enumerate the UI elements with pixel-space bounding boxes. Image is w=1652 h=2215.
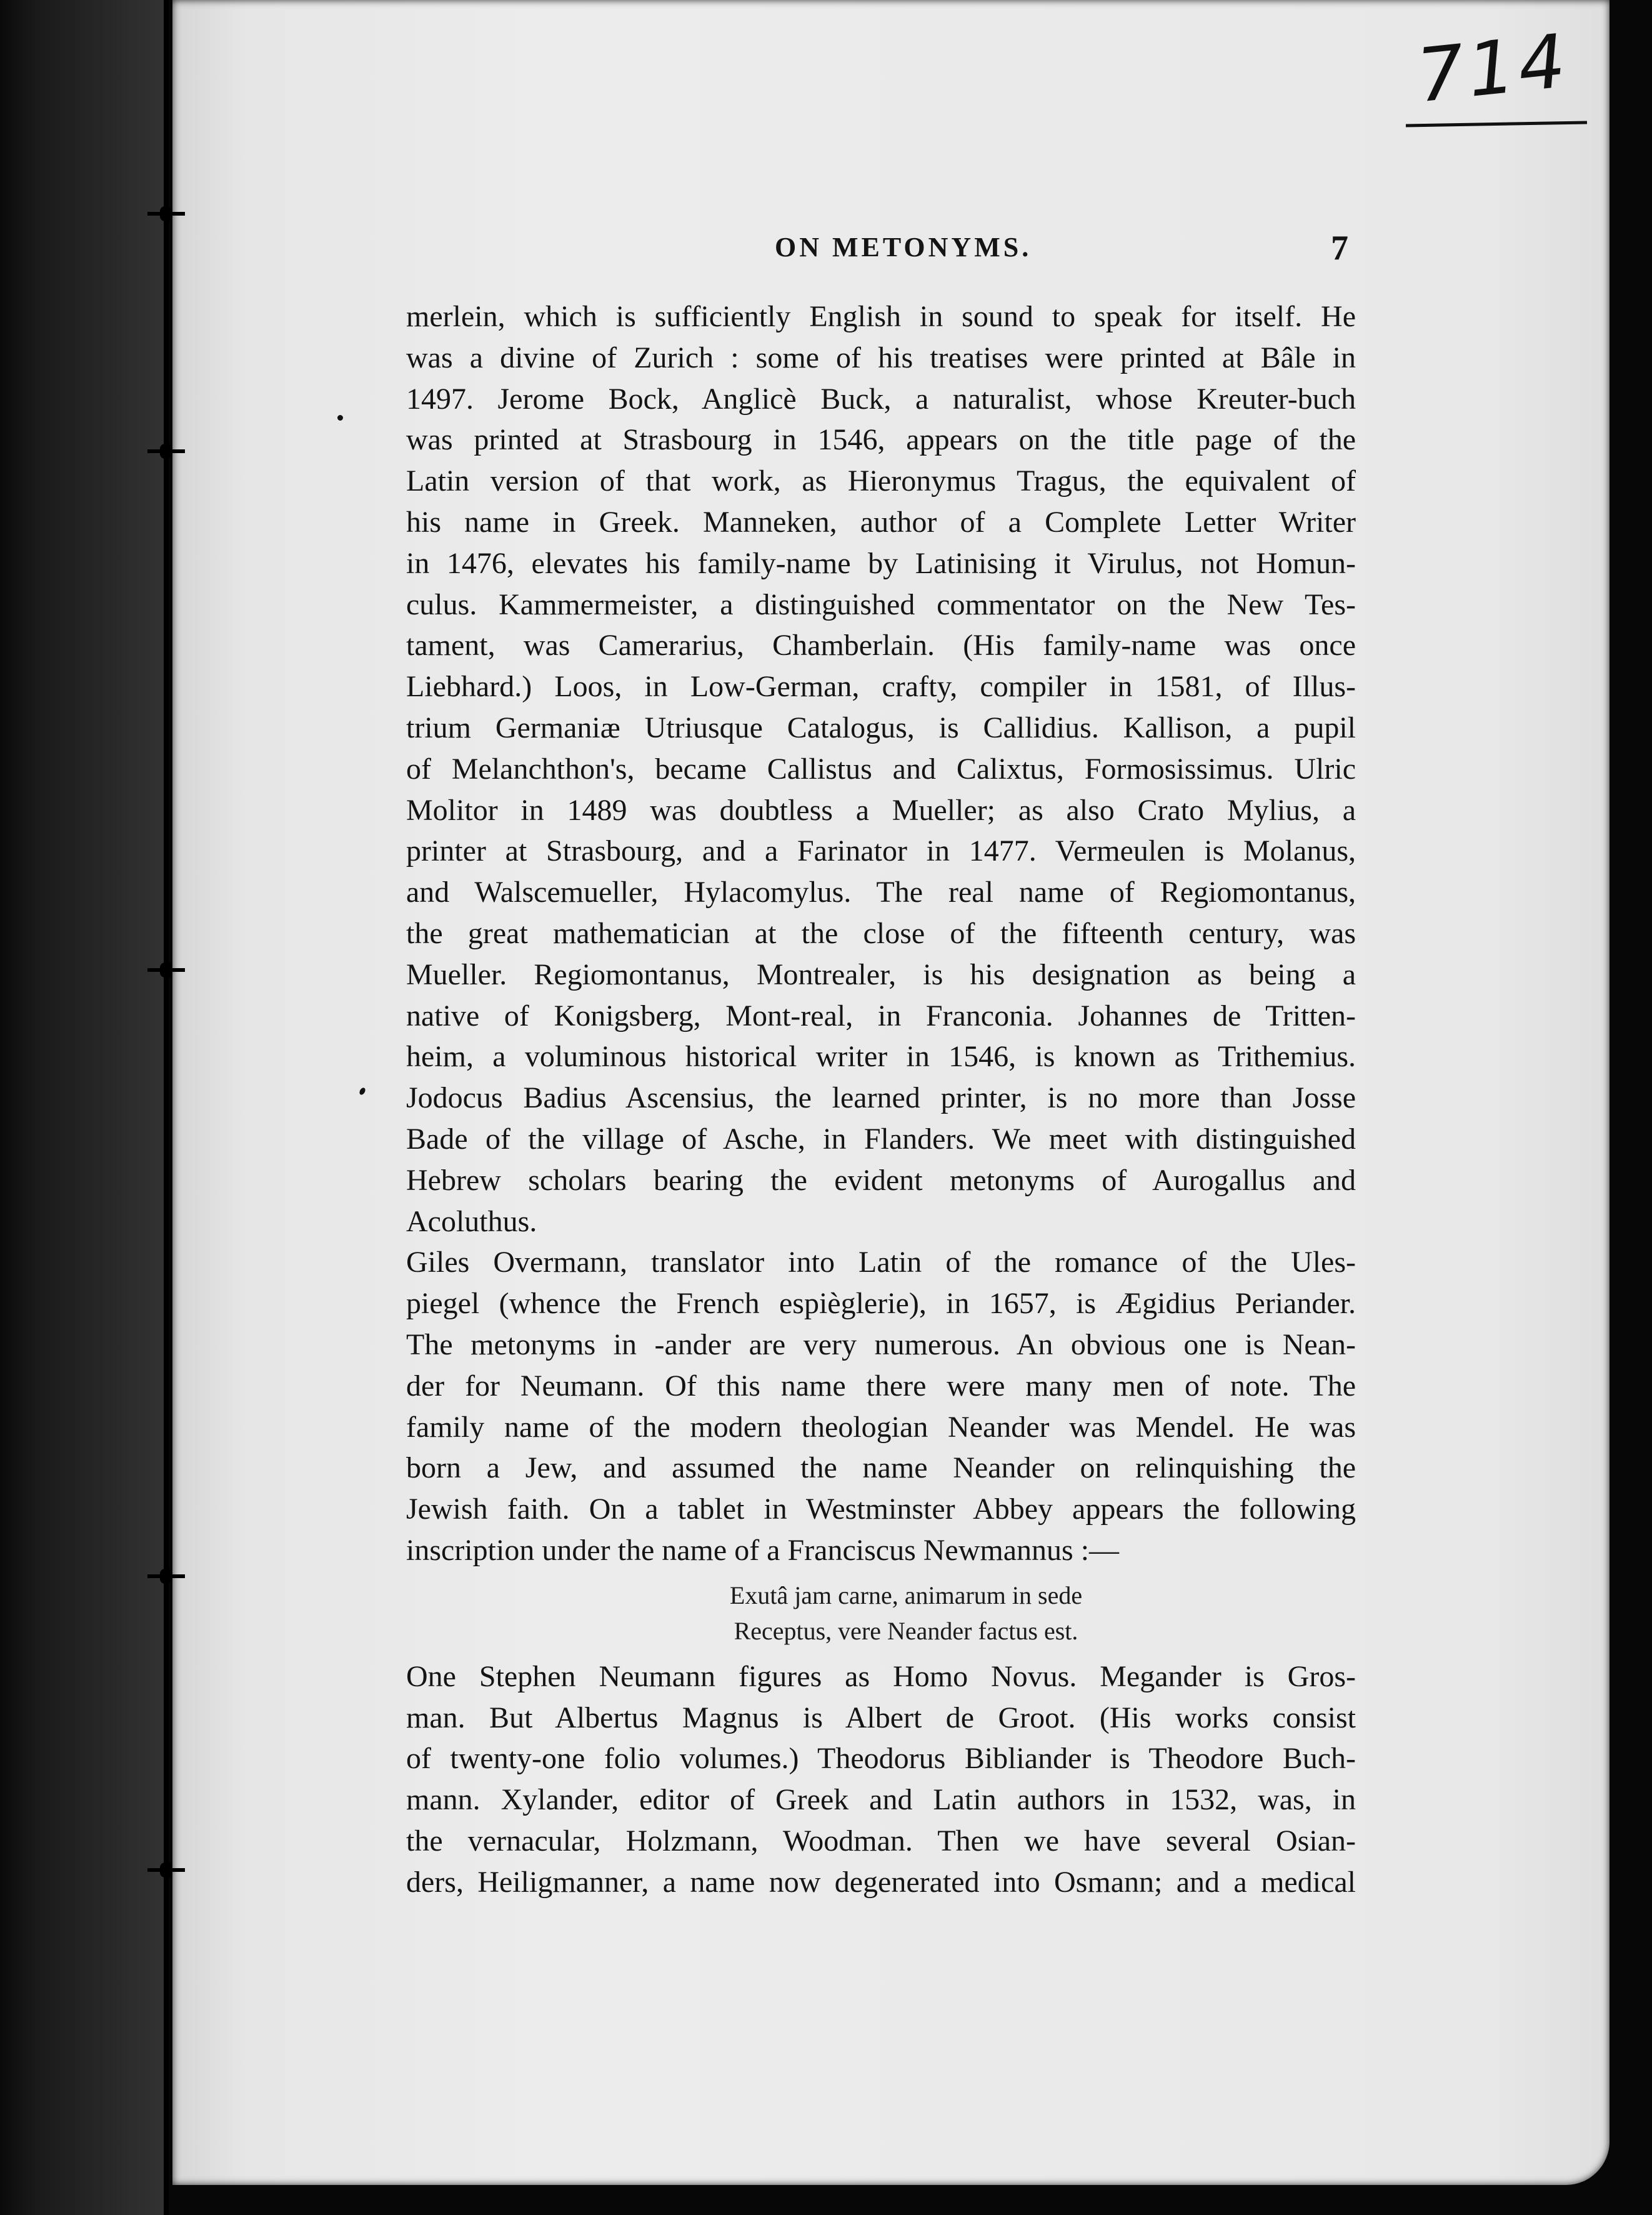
text-line: printer at Strasbourg, and a Farinator in 1477. Vermeulen is Molanus, bbox=[406, 834, 1356, 868]
text-line: Receptus, vere Neander factus est. bbox=[734, 1616, 1078, 1645]
binding-mark bbox=[147, 962, 185, 978]
text-line: was printed at Strasbourg in 1546, appears on the title page of the bbox=[406, 423, 1356, 457]
text-line: One Stephen Neumann figures as Homo Novus. Megander is Gros- bbox=[406, 1659, 1356, 1693]
text-line: inscription under the name of a Franciscus Newmannus :— bbox=[406, 1533, 1120, 1567]
text-line: of twenty-one folio volumes.) Theodorus Bibliander is Theodore Buch- bbox=[406, 1742, 1356, 1776]
text-line: of Melanchthon's, became Callistus and Calixtus, Formosissimus. Ulric bbox=[406, 752, 1356, 786]
text-line: The metonyms in -ander are very numerous. An obvious one is Nean- bbox=[406, 1328, 1356, 1361]
text-line: Giles Overmann, translator into Latin of the romance of the Ules- bbox=[406, 1246, 1356, 1279]
ink-speck bbox=[337, 415, 343, 421]
text-line: Mueller. Regiomontanus, Montrealer, is his designation as being a bbox=[406, 958, 1356, 991]
handwritten-page-number: 714 bbox=[1413, 17, 1573, 119]
text-line: culus. Kammermeister, a distinguished commentator on the New Tes- bbox=[406, 588, 1356, 621]
scan-left-margin bbox=[0, 0, 167, 2215]
text-line: Molitor in 1489 was doubtless a Mueller; as also Crato Mylius, a bbox=[406, 793, 1356, 827]
text-line: was a divine of Zurich : some of his treatises were printed at Bâle in bbox=[406, 341, 1356, 374]
page-number: 7 bbox=[1331, 229, 1348, 268]
text-line: and Walscemueller, Hylacomylus. The real name of Regiomontanus, bbox=[406, 876, 1356, 909]
text-line: heim, a voluminous historical writer in 1546, is known as Trithemius. bbox=[406, 1040, 1356, 1074]
text-line: piegel (whence the French espièglerie), in 1657, is Ægidius Periander. bbox=[406, 1287, 1356, 1321]
text-line: his name in Greek. Manneken, author of a Complete Letter Writer bbox=[406, 505, 1356, 539]
binding-mark bbox=[147, 206, 185, 221]
running-head: ON METONYMS. bbox=[775, 232, 1032, 262]
text-line: Bade of the village of Asche, in Flanders. We meet with distinguished bbox=[406, 1122, 1356, 1156]
text-line: Hebrew scholars bearing the evident metonyms of Aurogallus and bbox=[406, 1163, 1356, 1197]
text-line: der for Neumann. Of this name there were many men of note. The bbox=[406, 1369, 1356, 1402]
paragraph-lines bbox=[406, 296, 1356, 1571]
text-line: 1497. Jerome Bock, Anglicè Buck, a naturalist, whose Kreuter-buch bbox=[406, 382, 1356, 416]
text-line: the vernacular, Holzmann, Woodman. Then we have several Osian- bbox=[406, 1824, 1356, 1858]
text-line: merlein, which is sufficiently English in sound to speak for itself. He bbox=[406, 300, 1356, 333]
text-line: Jodocus Badius Ascensius, the learned printer, is no more than Josse bbox=[406, 1081, 1356, 1115]
text-line: mann. Xylander, editor of Greek and Latin authors in 1532, was, in bbox=[406, 1783, 1356, 1817]
binding-line bbox=[164, 0, 169, 2215]
body-text bbox=[406, 296, 1356, 1902]
text-line: ders, Heiligmanner, a name now degenerated into Osmann; and a medical bbox=[406, 1865, 1356, 1899]
text-line: trium Germaniæ Utriusque Catalogus, is Callidius. Kallison, a pupil bbox=[406, 711, 1356, 744]
text-line: born a Jew, and assumed the name Neander on relinquishing the bbox=[406, 1451, 1356, 1485]
text-line: the great mathematician at the close of the fifteenth century, was bbox=[406, 916, 1356, 950]
text-line: native of Konigsberg, Mont-real, in Franconia. Johannes de Tritten- bbox=[406, 999, 1356, 1032]
text-line: man. But Albertus Magnus is Albert de Groot. (His works consist bbox=[406, 1701, 1356, 1734]
text-line: tament, was Camerarius, Chamberlain. (His family-name was once bbox=[406, 629, 1356, 662]
text-line: family name of the modern theologian Neander was Mendel. He was bbox=[406, 1410, 1356, 1444]
text-line: Acoluthus. bbox=[406, 1204, 537, 1238]
binding-mark bbox=[147, 444, 185, 459]
paragraph-lines-after-quote bbox=[406, 1656, 1356, 1903]
binding-mark bbox=[147, 1862, 185, 1878]
binding-mark bbox=[147, 1569, 185, 1584]
text-line: Liebhard.) Loos, in Low-German, crafty, compiler in 1581, of Illus- bbox=[406, 670, 1356, 704]
text-line: Jewish faith. On a tablet in Westminster Abbey appears the following bbox=[406, 1492, 1356, 1526]
text-line: Exutâ jam carne, animarum in sede bbox=[729, 1581, 1083, 1609]
quotation bbox=[406, 1578, 1356, 1649]
text-line: in 1476, elevates his family-name by Latinising it Virulus, not Homun- bbox=[406, 546, 1356, 580]
text-line: Latin version of that work, as Hieronymus Tragus, the equivalent of bbox=[406, 464, 1356, 498]
